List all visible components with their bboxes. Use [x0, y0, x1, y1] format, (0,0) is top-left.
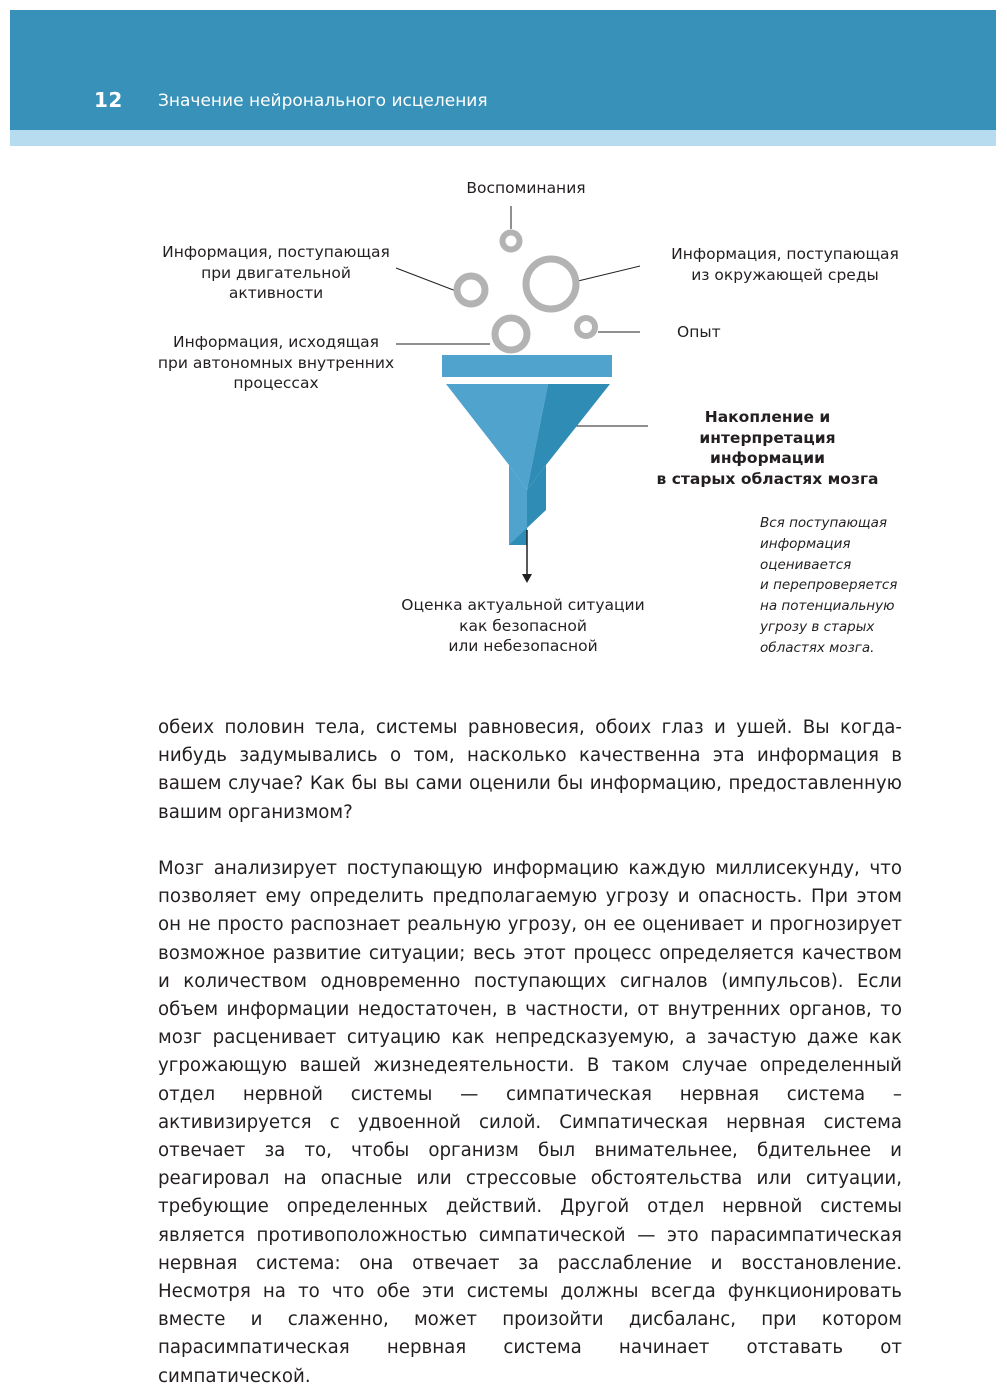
label-experience: Опыт: [677, 323, 721, 341]
output-arrow-head: [522, 574, 532, 583]
circle-experience: [577, 318, 595, 336]
side-note: Вся поступающая информация оценивается и перепроверяется на потенциальную угрозу в старых областях мозга.: [760, 515, 898, 656]
circle-environment: [526, 259, 576, 309]
label-accumulation: Накопление и интерпретация информации в старых областях мозга: [656, 408, 879, 488]
connector-environment: [578, 266, 640, 281]
running-title: Значение нейронального исцеления: [158, 91, 488, 111]
page-number: 12: [94, 88, 123, 112]
label-autonomic-processes: Информация, исходящая при автономных внутренних процессах: [157, 333, 395, 392]
circle-memories: [503, 233, 520, 250]
label-motor-activity: Информация, поступающая при двигательной активности: [162, 243, 390, 302]
label-environment: Информация, поступающая из окружающей среды: [671, 245, 899, 284]
body-paragraph-2: Мозг анализирует поступающую информацию каждую миллисекунду, что позволяет ему определить предполагаемую угрозу и опасность. При этом он не просто распознает реальную угрозу, он ее оценивает и прогнозирует возможное развитие ситуации; весь этот процесс определяется качеством и количеством одновременно поступающих сигналов (импульсов). Если объем информации недостаточен, в частности, от внутренних органов, то мозг расценивает ситуацию как непредсказуемую, а зачастую даже как угрожающую вашей жизнедеятельности. В таком случае определенный отдел нервной системы — симпатическая нервная система – активизируется с удвоенной силой. Симпатическая нервная система отвечает за то, чтобы организм был внимательнее, бдительнее и реагировал на опасные или стрессовые обстоятельства или ситуации, требующие определенных действий. Другой отдел нервной системы является противоположностью симпатической — это парасимпатическая нервная система: она отвечает за расслабление и восстановление. Несмотря на то что обе эти системы должны всегда функционировать вместе и слаженно, может произойти дисбаланс, при котором парасимпатическая нервная система начинает отставать от симпатической.: [158, 858, 902, 1387]
label-memories: Воспоминания: [466, 179, 586, 197]
label-assessment: Оценка актуальной ситуации как безопасной или небезопасной: [401, 596, 645, 655]
circle-autonomic: [495, 318, 527, 350]
connector-motor: [396, 268, 456, 291]
body-paragraph-1: обеих половин тела, системы равновесия, обоих глаз и ушей. Вы когда-нибудь задумывались о том, насколько качественна эта информация в вашем случае? Как бы вы сами оценили бы информацию, предоставленную вашим организмом?: [158, 717, 902, 823]
circle-motor: [457, 276, 485, 304]
funnel-rim: [442, 355, 612, 377]
